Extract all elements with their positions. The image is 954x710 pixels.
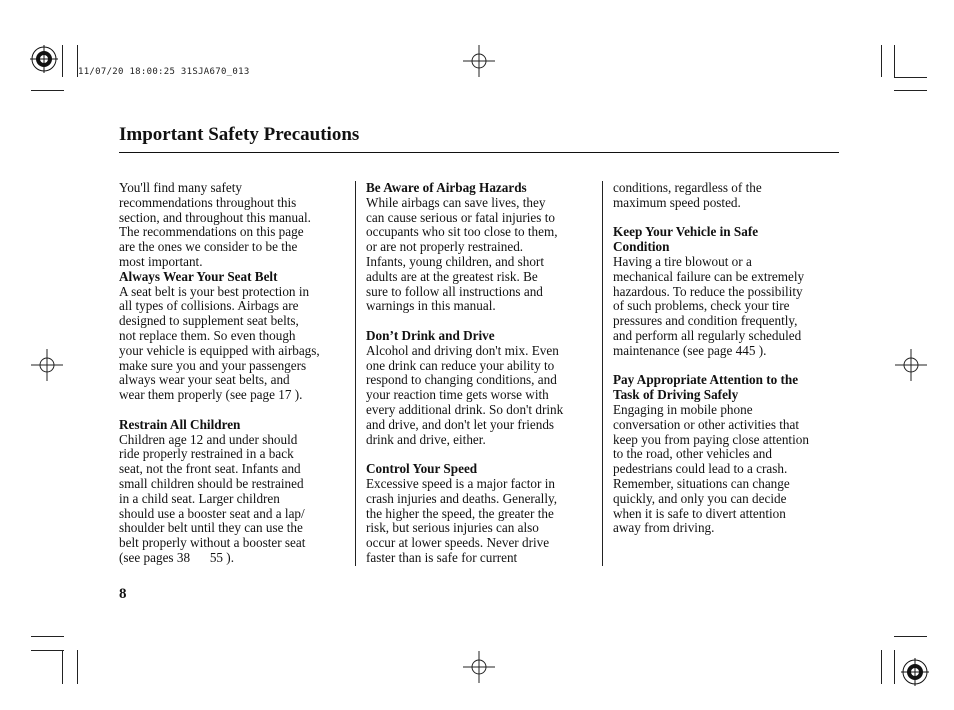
body-line: most important.: [119, 253, 203, 269]
body-line: A seat belt is your best protection in: [119, 283, 310, 299]
body-line: occur at lower speeds. Never drive: [366, 535, 550, 551]
body-line: maximum speed posted.: [613, 194, 741, 210]
print-stamp: 11/07/20 18:00:25 31SJA670_013: [78, 67, 250, 77]
body-line: Infants, young children, and short: [366, 253, 544, 269]
body-line: occupants who sit too close to them,: [366, 224, 558, 240]
crosshair-icon: [463, 45, 495, 77]
body-line: when it is safe to divert attention: [613, 505, 786, 521]
crop-mark: [62, 650, 63, 684]
body-line: all types of collisions. Airbags are: [119, 298, 299, 314]
body-line: away from driving.: [613, 520, 715, 536]
crop-mark: [894, 45, 895, 77]
body-line: belt properly without a booster seat: [119, 535, 306, 551]
body-line: quickly, and only you can decide: [613, 490, 787, 506]
crop-mark: [894, 90, 927, 91]
body-line: respond to changing conditions, and: [366, 372, 557, 388]
column-divider: [355, 181, 356, 566]
body-line: or are not properly restrained.: [366, 239, 524, 255]
crop-mark: [62, 45, 63, 77]
body-line: designed to supplement seat belts,: [119, 313, 299, 329]
column-2: [366, 181, 598, 566]
body-line: You'll find many safety: [119, 180, 243, 195]
crop-mark: [31, 636, 64, 637]
body-line: of such problems, check your tire: [613, 298, 790, 314]
body-line: small children should be restrained: [119, 475, 304, 491]
crop-mark: [881, 650, 882, 684]
body-line: pedestrians could lead to a crash.: [613, 461, 788, 477]
body-line: crash injuries and deaths. Generally,: [366, 490, 558, 506]
body-line: make sure you and your passengers: [119, 357, 307, 373]
body-line: While airbags can save lives, they: [366, 194, 546, 210]
page-number: 8: [119, 586, 127, 602]
body-line: The recommendations on this page: [119, 224, 304, 240]
crop-mark: [31, 650, 64, 651]
crop-mark: [77, 650, 78, 684]
body-line: warnings in this manual.: [366, 298, 496, 314]
body-line: the higher the speed, the greater the: [366, 505, 554, 521]
body-line: always wear your seat belts, and: [119, 372, 290, 388]
crop-mark: [894, 77, 927, 78]
body-line: mechanical failure can be extremely: [613, 268, 805, 284]
crosshair-icon: [895, 349, 927, 381]
body-line: Engaging in mobile phone: [613, 401, 753, 417]
registration-target-icon: [30, 45, 58, 73]
body-line: risk, but serious injuries can also: [366, 520, 539, 536]
column-1: [119, 181, 351, 566]
body-line: Alcohol and driving don't mix. Even: [366, 342, 559, 358]
body-line: not replace them. So even though: [119, 327, 296, 343]
crop-mark: [894, 650, 895, 684]
page-title: Important Safety Precautions: [119, 124, 360, 145]
registration-target-icon: [901, 658, 929, 686]
column-3: [613, 181, 845, 536]
body-line: wear them properly (see page 17 ).: [119, 387, 303, 403]
body-line: Having a tire blowout or a: [613, 253, 752, 269]
body-line: seat, not the front seat. Infants and: [119, 461, 301, 477]
body-line: should use a booster seat and a lap/: [119, 505, 305, 521]
body-line: Remember, situations can change: [613, 475, 790, 491]
body-line: conversation or other activities that: [613, 416, 800, 432]
body-line: can cause serious or fatal injuries to: [366, 209, 555, 225]
body-line: Children age 12 and under should: [119, 431, 298, 447]
body-line: adults are at the greatest risk. Be: [366, 268, 538, 284]
section-heading: Don’t Drink and Drive: [366, 327, 495, 343]
crosshair-icon: [31, 349, 63, 381]
body-line: in a child seat. Larger children: [119, 490, 280, 506]
body-line: and drive, and don't let your friends: [366, 416, 555, 432]
section-heading: Be Aware of Airbag Hazards: [366, 180, 527, 195]
body-line: faster than is safe for current: [366, 549, 518, 565]
body-line: conditions, regardless of the: [613, 180, 762, 195]
body-line: to the road, other vehicles and: [613, 446, 772, 462]
body-line: shoulder belt until they can use the: [119, 520, 303, 536]
body-line: are the ones we consider to be the: [119, 239, 298, 255]
title-rule: [119, 152, 839, 153]
section-heading: Always Wear Your Seat Belt: [119, 268, 278, 284]
body-line: maintenance (see page 445 ).: [613, 342, 767, 358]
body-line: pressures and condition frequently,: [613, 313, 798, 329]
column-divider: [602, 181, 603, 566]
body-line: recommendations throughout this: [119, 194, 297, 210]
section-heading: Pay Appropriate Attention to the: [613, 372, 799, 388]
body-line: every additional drink. So don't drink: [366, 401, 564, 417]
body-line: drink and drive, either.: [366, 431, 486, 447]
crop-mark: [881, 45, 882, 77]
section-heading: Keep Your Vehicle in Safe: [613, 224, 759, 240]
section-heading: Task of Driving Safely: [613, 387, 739, 403]
body-line: hazardous. To reduce the possibility: [613, 283, 803, 299]
body-line: ride properly restrained in a back: [119, 446, 294, 462]
body-line: Excessive speed is a major factor in: [366, 475, 555, 491]
body-line: section, and throughout this manual.: [119, 209, 311, 225]
body-line: one drink can reduce your ability to: [366, 357, 555, 373]
section-heading: Control Your Speed: [366, 461, 478, 477]
body-line: sure to follow all instructions and: [366, 283, 543, 299]
section-heading: Condition: [613, 239, 670, 255]
body-line: and perform all regularly scheduled: [613, 327, 802, 343]
crosshair-icon: [463, 651, 495, 683]
body-line: (see pages 38 55 ).: [119, 549, 234, 565]
body-line: keep you from paying close attention: [613, 431, 809, 447]
crop-mark: [894, 636, 927, 637]
body-line: your reaction time gets worse with: [366, 387, 549, 403]
section-heading: Restrain All Children: [119, 416, 241, 432]
body-line: your vehicle is equipped with airbags,: [119, 342, 320, 358]
crop-mark: [31, 90, 64, 91]
